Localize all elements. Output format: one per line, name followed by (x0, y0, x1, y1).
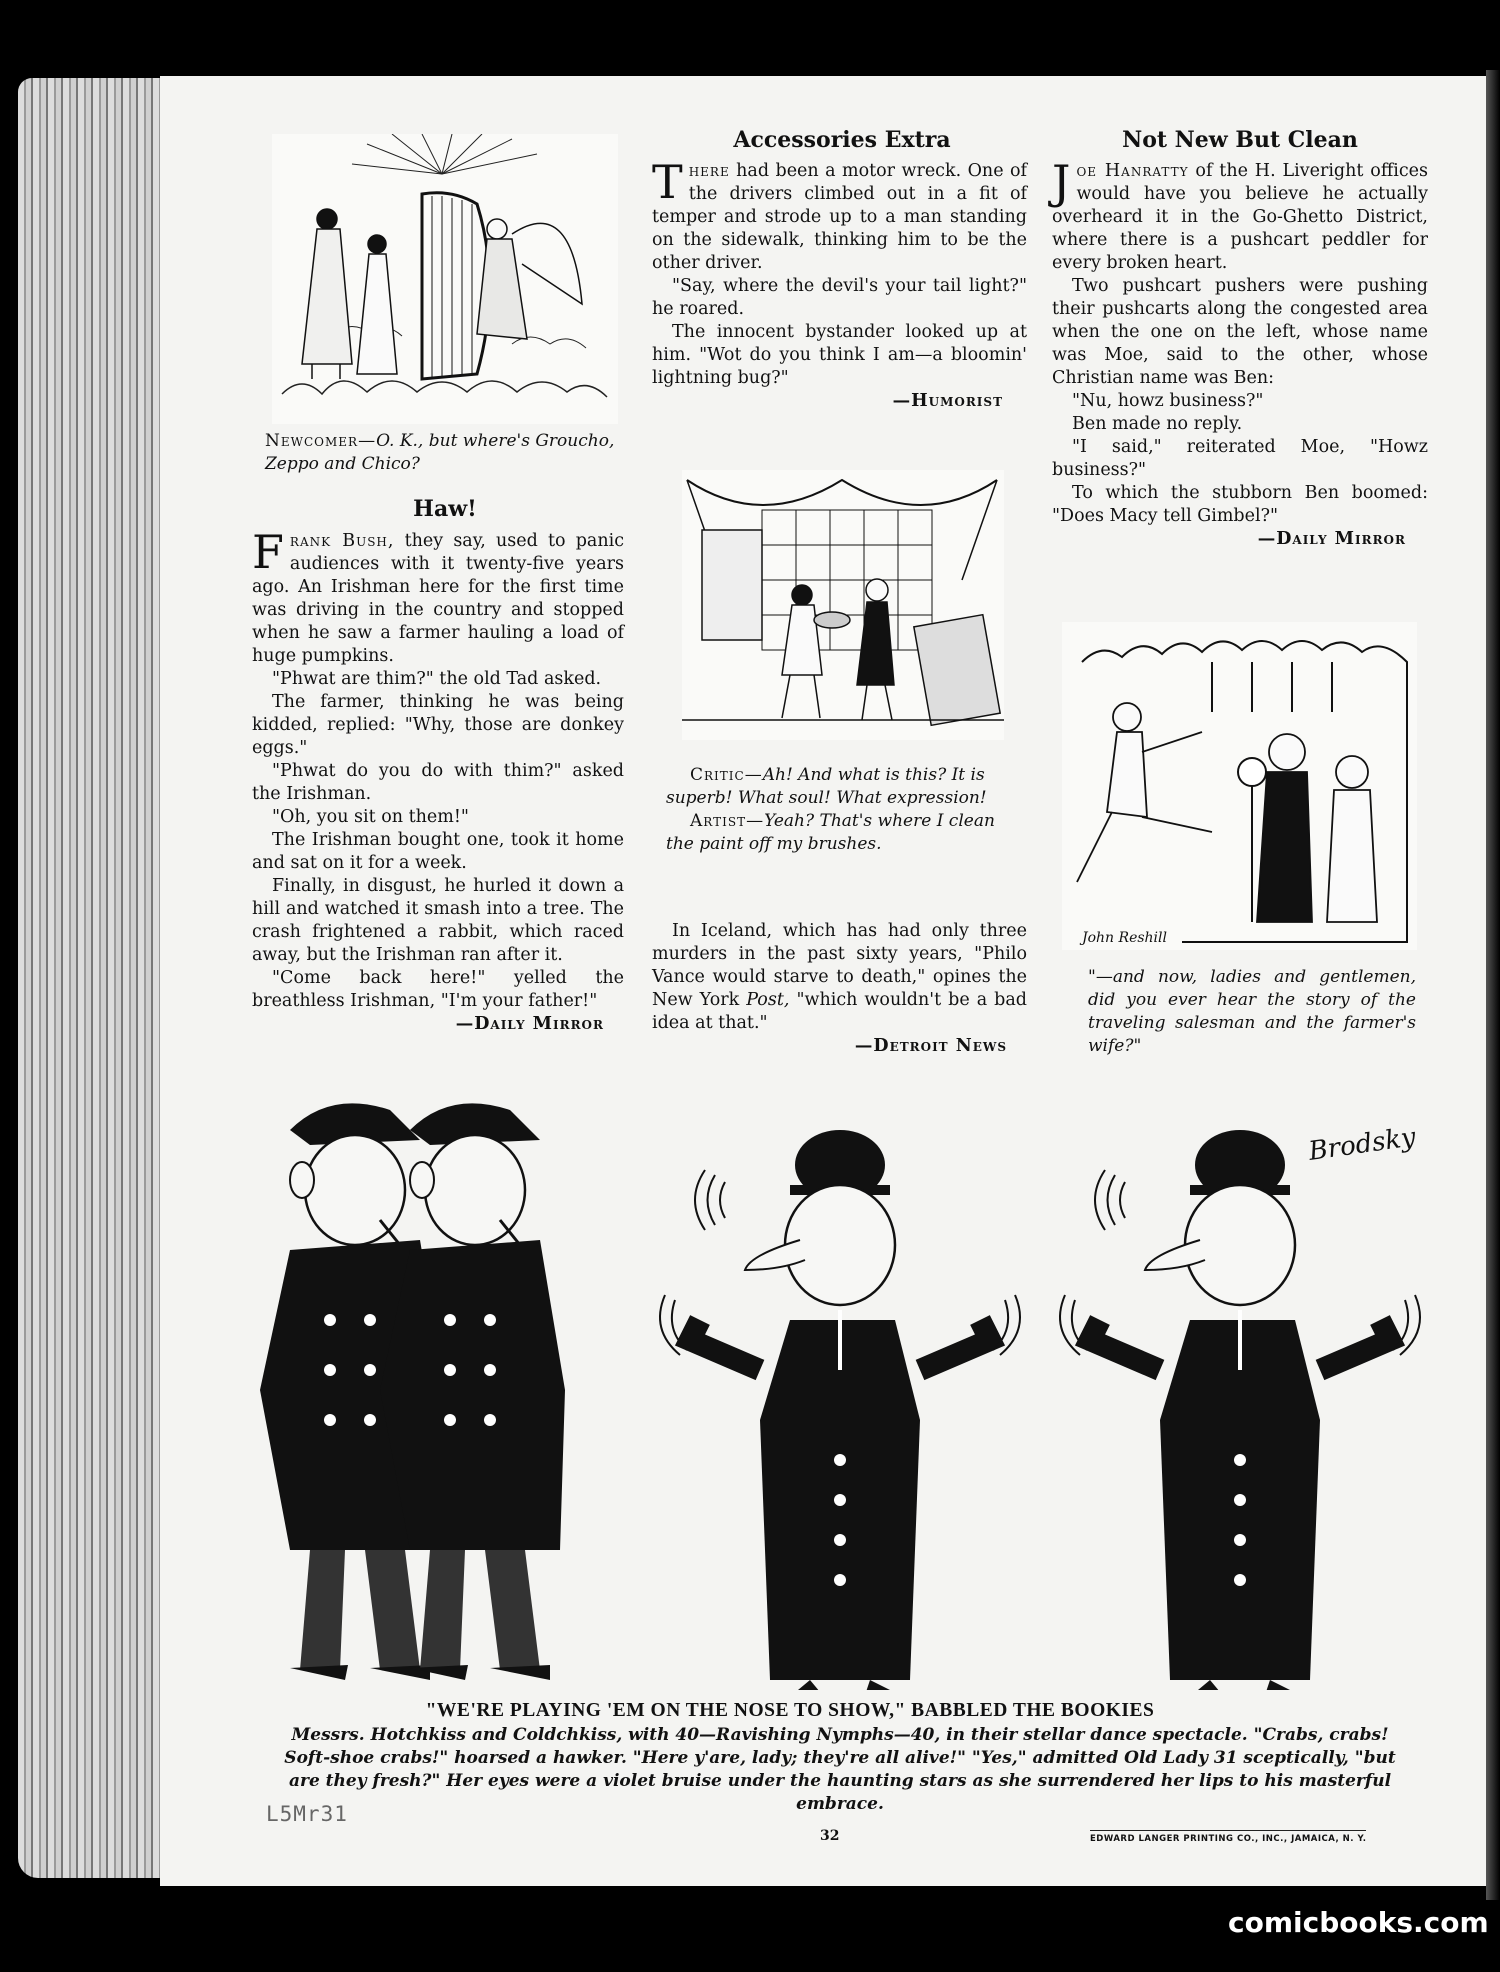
iceland-text: In Iceland, which has had only three murders in the past sixty years, "Philo Vance would starve to death," opines the New York (652, 921, 1027, 1010)
story-paragraph: "Say, where the devil's your tail light?" he roared. (652, 276, 1027, 319)
story-opening: here (688, 161, 730, 181)
iceland-credit: —Detroit News (854, 1036, 1007, 1056)
critic-line: Ah! And what is this? It is superb! What soul! What expression! (666, 765, 987, 808)
story-opening: oe Hanratty (1076, 161, 1189, 181)
book-page-edges (18, 78, 168, 1878)
story-paragraph: of the H. Liveright offices would have you believe he actually overheard it in the Go-Ghetto District, where there is a pushcart peddler for every broken heart. (1052, 161, 1428, 273)
story-paragraph: had been a motor wreck. One of the drivers climbed out in a fit of temper and strode up to a man standing on the sidewalk, thinking him to be the other driver. (652, 161, 1027, 273)
dropcap: J (1052, 155, 1071, 209)
page-number: 32 (820, 1828, 840, 1844)
newcomer-figure (302, 209, 352, 379)
iceland-text-end: "which wouldn't be a bad idea at that." (652, 990, 1028, 1033)
story-paragraph: Finally, in disgust, he hurled it down a hill and watched it smash into a tree. The crash frightened a rabbit, which raced away, but the Irishman ran after it. (252, 876, 624, 965)
salesman-cartoon-caption (1066, 966, 1416, 1058)
caption-line: "—and now, ladies and gentlemen, did you ever hear the story of the traveling salesman and the farmer's wife?" (1088, 967, 1416, 1056)
grinning-quartet (1257, 734, 1377, 922)
artist-speaker: Artist— (690, 811, 765, 831)
studio-curtain (687, 480, 997, 505)
story-paragraph: To which the stubborn Ben boomed: "Does Macy tell Gimbel?" (1052, 483, 1428, 526)
heaven-cartoon-caption (265, 430, 625, 476)
easel-canvas (702, 530, 762, 640)
studio-window-grid (762, 510, 932, 650)
site-watermark: comicbooks.com (1228, 1906, 1489, 1939)
caption-speaker: Newcomer— (265, 431, 377, 451)
story-paragraph: The farmer, thinking he was being kidded, replied: "Why, those are donkey eggs." (252, 692, 624, 758)
story-paragraph: "Phwat do you do with thim?" asked the Irishman. (252, 761, 624, 804)
story-credit: —Daily Mirror (1257, 529, 1406, 549)
story-accessories (652, 155, 1027, 413)
dropcap: F (252, 525, 284, 579)
bookie-figure (660, 1130, 1020, 1690)
printer-credit: EDWARD LANGER PRINTING CO., INC., JAMAICA, N. Y. (1090, 1830, 1366, 1844)
bottom-headline: "WE'RE PLAYING 'EM ON THE NOSE TO SHOW," BABBLED THE BOOKIES (425, 1700, 1155, 1721)
dropcap: T (652, 155, 683, 209)
bookies-cartoon (250, 1090, 1430, 1690)
cartoon-signature: John Reshill (1082, 930, 1167, 946)
story-paragraph: Two pushcart pushers were pushing their pushcarts along the congested area when the one on the left, whose name was Moe, said to the other, whose Christian name was Ben: (1052, 276, 1428, 388)
story-paragraph: they say, used to panic audiences with it twenty-five years ago. An Irishman here for the first time was driving in the country and stopped when he saw a farmer hauling a load of huge pumpkins. (252, 531, 624, 666)
iceland-item (652, 920, 1027, 1058)
story-credit: —Daily Mirror (455, 1014, 604, 1034)
salesman-stage-cartoon (1062, 622, 1417, 950)
story-paragraph: "Come back here!" yelled the breathless Irishman, "I'm your father!" (252, 968, 624, 1011)
artist-signature: Brodsky (1306, 1122, 1418, 1167)
harp (422, 193, 490, 379)
bottom-paragraph: Messrs. Hotchkiss and Coldchkiss, with 40—Ravishing Nymphs—40, in their stellar dance spectacle. "Crabs, crabs! Soft-shoe crabs!" hoarsed a hawker. "Here y'are, lady; they're all alive!" "Yes," admitted Old Lady 31 sceptically, "but are they fresh?" Her eyes were a violet bruise under the haunting stars as she surrendered her lips to his masterful embrace. (284, 1725, 1396, 1814)
story-title-not-new: Not New But Clean (1122, 127, 1358, 153)
escort-angel-figure (357, 235, 397, 374)
story-paragraph: "I said," reiterated Moe, "Howz business?" (1052, 437, 1428, 480)
story-paragraph: "Phwat are thim?" the old Tad asked. (272, 669, 602, 689)
caption-line: O. K., but where's Groucho, Zeppo and Chico? (265, 431, 615, 474)
story-not-new (1052, 155, 1428, 551)
critic-speaker: Critic— (690, 765, 763, 785)
story-credit: —Humorist (892, 391, 1003, 411)
bookie-figure (1060, 1130, 1420, 1690)
story-paragraph: The Irishman bought one, took it home and sat on it for a week. (252, 830, 624, 873)
artist-line: Yeah? That's where I clean the paint off my brushes. (666, 811, 995, 854)
book-gutter-shadow (1486, 70, 1500, 1900)
date-stamp: L5Mr31 (266, 1802, 348, 1826)
artist-figure (782, 585, 850, 718)
stacked-canvas (914, 615, 1000, 726)
story-title-haw: Haw! (413, 496, 477, 522)
story-title-accessories: Accessories Extra (733, 127, 951, 153)
cloud-floor (282, 381, 607, 397)
story-haw (252, 525, 624, 1036)
studio-cartoon-caption (666, 764, 1011, 856)
story-paragraph: The innocent bystander looked up at him. "Wot do you think I am—a bloomin' lightning bug?" (652, 322, 1027, 388)
heaven-harp-cartoon (272, 134, 618, 424)
story-opening: rank Bush, (289, 531, 395, 551)
newspaper-name: Post, (746, 990, 790, 1010)
story-paragraph: Ben made no reply. (1072, 414, 1243, 434)
art-studio-cartoon (682, 470, 1004, 740)
kicking-performer (1077, 703, 1212, 882)
story-paragraph: "Nu, howz business?" (1072, 391, 1264, 411)
angel-harpist (477, 219, 582, 339)
critic-figure (857, 579, 894, 720)
sun-rays (352, 134, 537, 174)
story-paragraph: "Oh, you sit on them!" (272, 807, 469, 827)
